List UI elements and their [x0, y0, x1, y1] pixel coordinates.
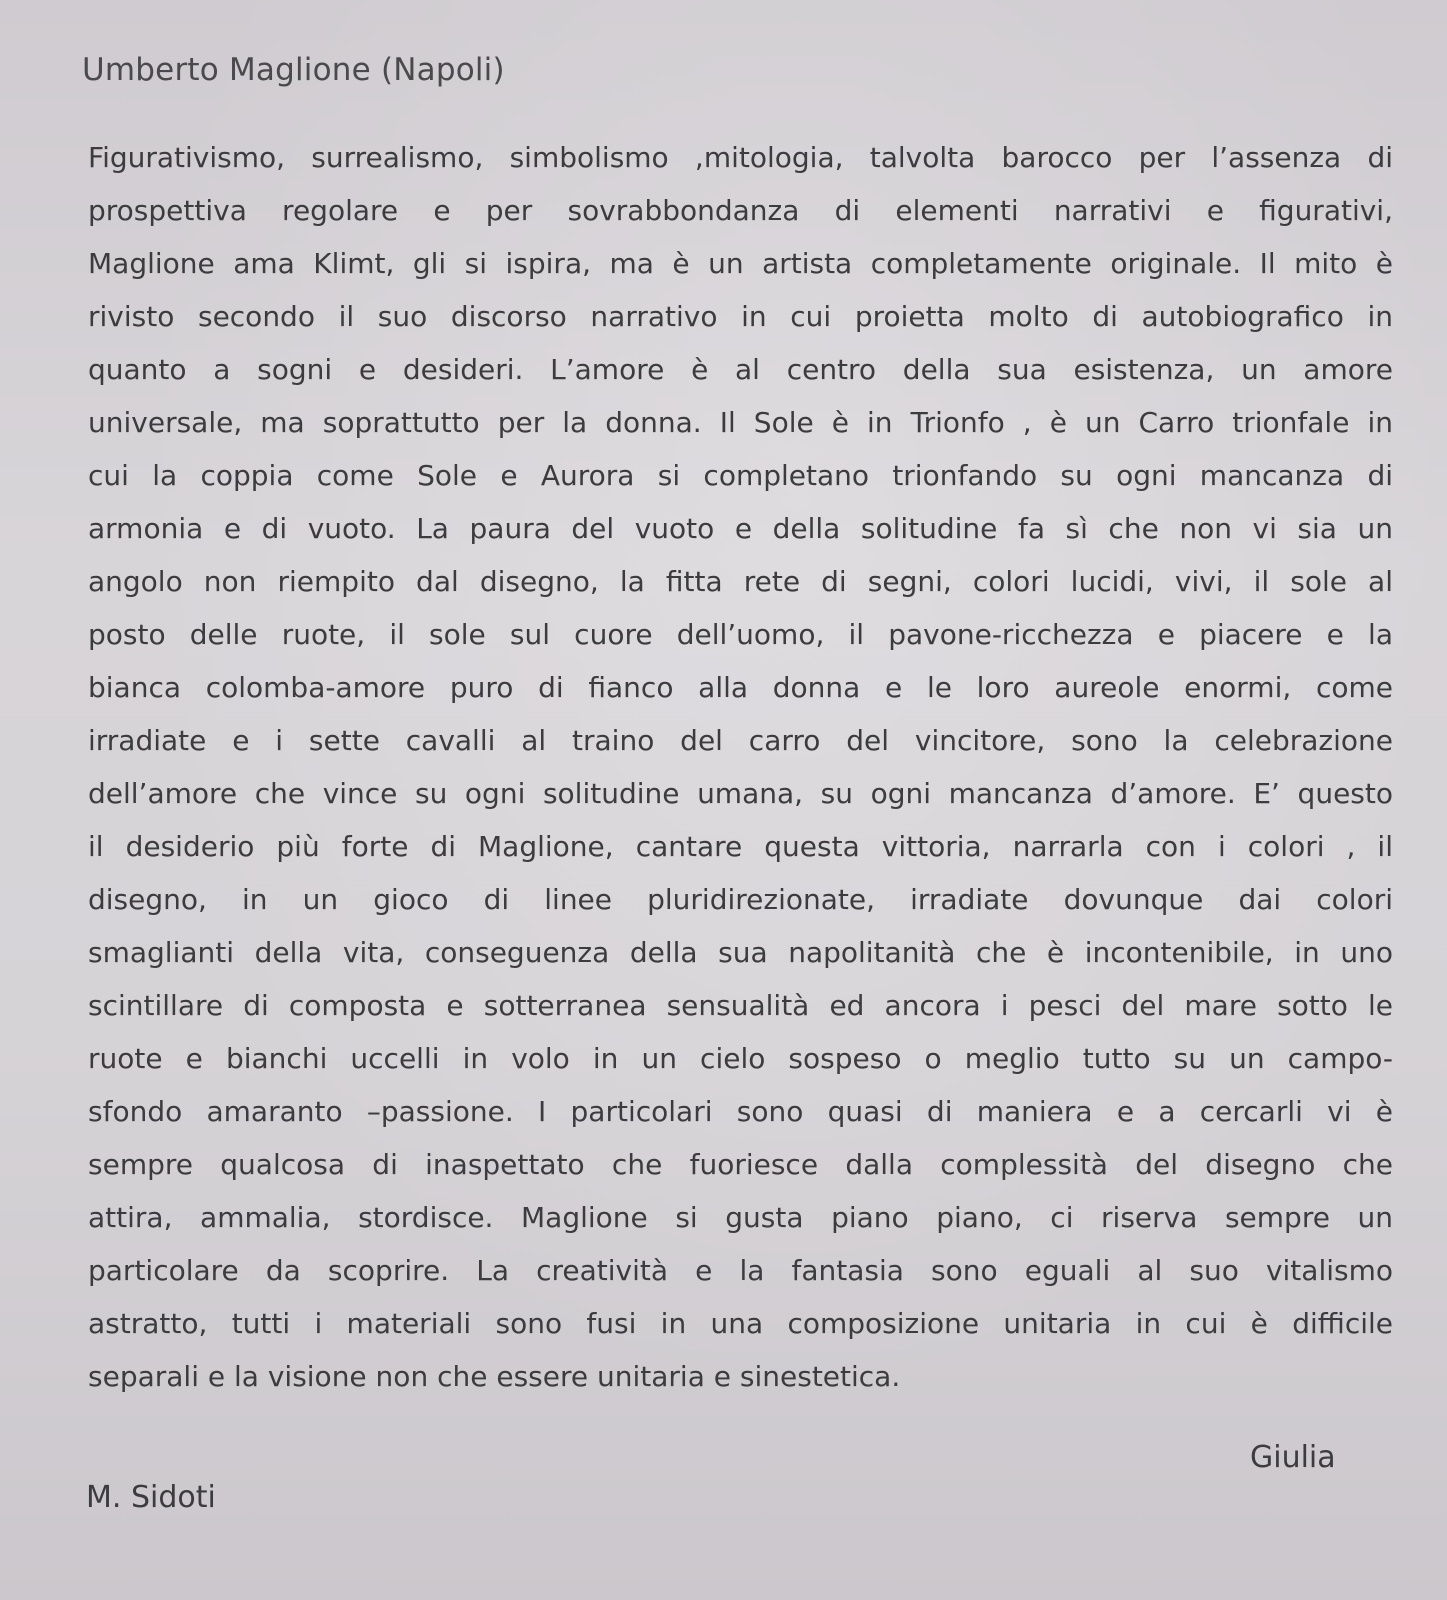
- text-line: scintillare di composta e sotterranea sensualità ed ancora i pesci del mare sotto le: [88, 989, 1393, 1022]
- text-line: sfondo amaranto –passione. I particolari sono quasi di maniera e a cercarli vi è: [88, 1095, 1393, 1128]
- text-line: disegno, in un gioco di linee pluridirezionate, irradiate dovunque dai colori: [88, 883, 1393, 916]
- text-line: ruote e bianchi uccelli in volo in un cielo sospeso o meglio tutto su un campo-: [88, 1042, 1393, 1075]
- text-line: quanto a sogni e desideri. L’amore è al centro della sua esistenza, un amore: [88, 353, 1393, 386]
- text-line: astratto, tutti i materiali sono fusi in una composizione unitaria in cui è difficile: [88, 1307, 1393, 1340]
- text-line: posto delle ruote, il sole sul cuore dell’uomo, il pavone-ricchezza e piacere e la: [88, 618, 1393, 651]
- text-line: particolare da scoprire. La creatività e la fantasia sono eguali al suo vitalismo: [88, 1254, 1393, 1287]
- text-line: il desiderio più forte di Maglione, cantare questa vittoria, narrarla con i colori , il: [88, 830, 1393, 863]
- signature-first-name: Giulia: [1250, 1440, 1336, 1475]
- text-line: armonia e di vuoto. La paura del vuoto e della solitudine fa sì che non vi sia un: [88, 512, 1393, 545]
- text-line: dell’amore che vince su ogni solitudine umana, su ogni mancanza d’amore. E’ questo: [88, 777, 1393, 810]
- text-line: attira, ammalia, stordisce. Maglione si gusta piano piano, ci riserva sempre un: [88, 1201, 1393, 1234]
- text-line: bianca colomba-amore puro di fianco alla donna e le loro aureole enormi, come: [88, 671, 1393, 704]
- signature-last-name: M. Sidoti: [86, 1480, 216, 1515]
- text-line: universale, ma soprattutto per la donna. Il Sole è in Trionfo , è un Carro trionfale in: [88, 406, 1393, 439]
- document-title: Umberto Maglione (Napoli): [82, 52, 505, 88]
- text-line-last: separali e la visione non che essere unitaria e sinestetica.: [88, 1360, 901, 1393]
- text-line: cui la coppia come Sole e Aurora si completano trionfando su ogni mancanza di: [88, 459, 1393, 492]
- text-line: rivisto secondo il suo discorso narrativo in cui proietta molto di autobiografico in: [88, 300, 1393, 333]
- body-paragraph: [88, 131, 1393, 1403]
- text-line: irradiate e i sette cavalli al traino del carro del vincitore, sono la celebrazione: [88, 724, 1393, 757]
- text-line: smaglianti della vita, conseguenza della sua napolitanità che è incontenibile, in uno: [88, 936, 1393, 969]
- text-line: Maglione ama Klimt, gli si ispira, ma è un artista completamente originale. Il mito è: [88, 247, 1393, 280]
- text-line: sempre qualcosa di inaspettato che fuoriesce dalla complessità del disegno che: [88, 1148, 1393, 1181]
- text-line: prospettiva regolare e per sovrabbondanza di elementi narrativi e figurativi,: [88, 194, 1393, 227]
- text-line: Figurativismo, surrealismo, simbolismo ,mitologia, talvolta barocco per l’assenza di: [88, 141, 1393, 174]
- text-line: angolo non riempito dal disegno, la fitta rete di segni, colori lucidi, vivi, il sole al: [88, 565, 1393, 598]
